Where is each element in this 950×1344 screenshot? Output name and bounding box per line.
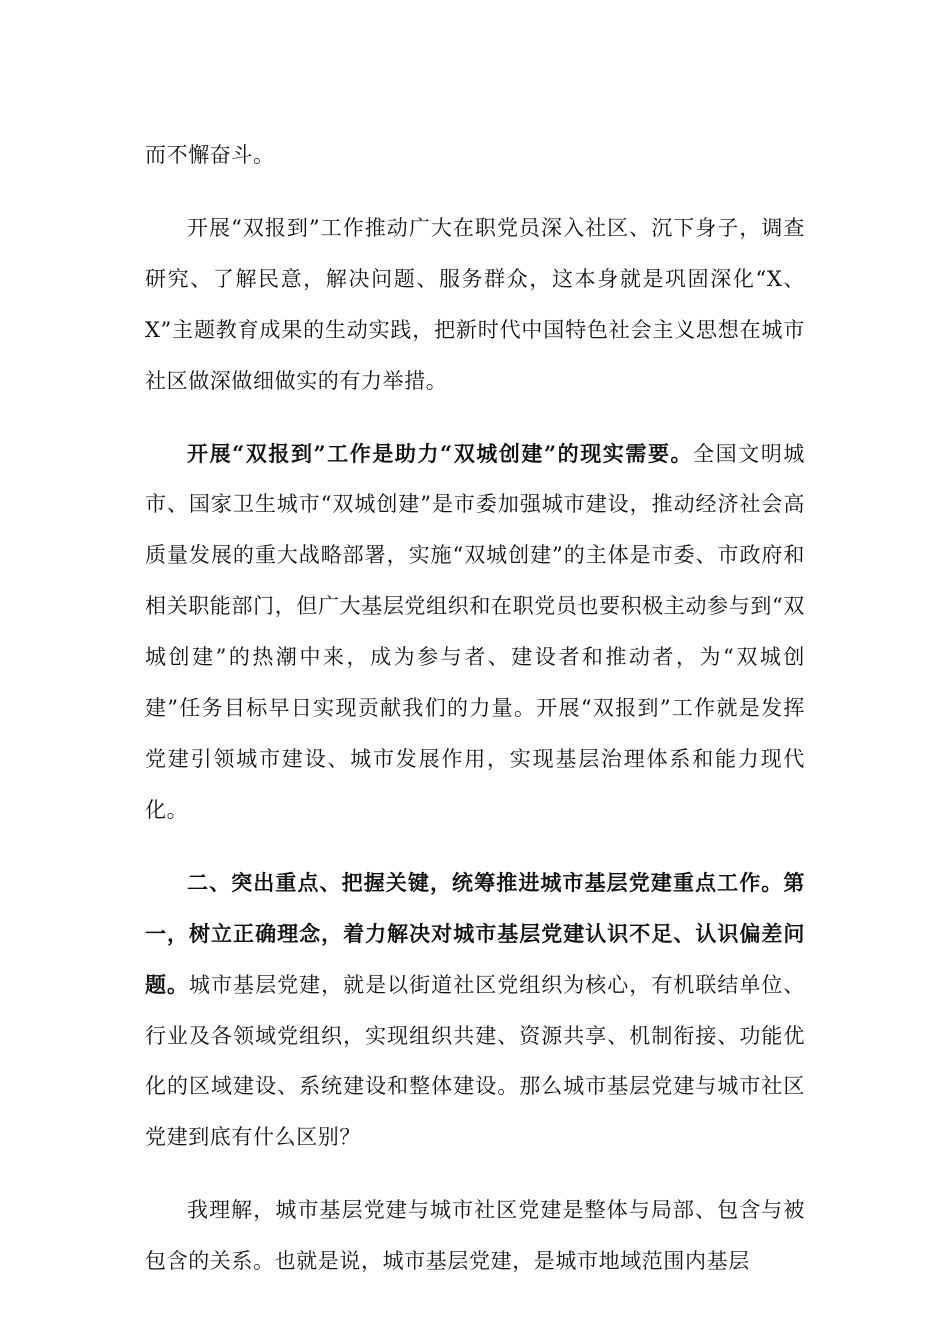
- section-heading-bold: 二、突出重点、把握关键，统筹推进城市基层党建重点工作。第一，树立正确理念，着力解决对城市基层党建认识不足、认识偏差问题。: [145, 869, 805, 997]
- paragraph-text: 而不懈奋斗。: [145, 143, 275, 167]
- paragraph-understanding: [145, 1185, 805, 1287]
- paragraph-continuation: [145, 130, 805, 181]
- paragraph-text: 我理解，城市基层党建与城市社区党建是整体与局部、包含与被包含的关系。也就是说，城市基层党建，是城市地域范围内基层: [145, 1198, 805, 1274]
- paragraph-text: 开展“双报到”工作推动广大在职党员深入社区、沉下身子，调查研究、了解民意，解决问题、服务群众，这本身就是巩固深化“X、X”主题教育成果的生动实践，把新时代中国特色社会主义思想在城市社区做深做细做实的有力举措。: [145, 215, 805, 393]
- paragraph-text: 全国文明城市、国家卫生城市“双城创建”是市委加强城市建设，推动经济社会高质量发展的重大战略部署，实施“双城创建”的主体是市委、市政府和相关职能部门，但广大基层党组织和在职党员也要积极主动参与到“双城创建”的热潮中来，成为参与者、建设者和推动者，为“双城创建”任务目标早日实现贡献我们的力量。开展“双报到”工作就是发挥党建引领城市建设、城市发展作用，实现基层治理体系和能力现代化。: [145, 441, 806, 822]
- paragraph-double-city-creation: [145, 429, 805, 836]
- document-body: [145, 130, 805, 1309]
- paragraph-double-report-practice: [145, 203, 805, 407]
- paragraph-lead-bold: 开展“双报到”工作是助力“双城创建”的现实需要。: [187, 440, 694, 466]
- paragraph-text: 城市基层党建，就是以街道社区党组织为核心，有机联结单位、行业及各领域党组织，实现组织共建、资源共享、机制衔接、功能优化的区域建设、系统建设和整体建设。那么城市基层党建与城市社区党建到底有什么区别？: [145, 972, 805, 1150]
- paragraph-section-two: [145, 858, 805, 1163]
